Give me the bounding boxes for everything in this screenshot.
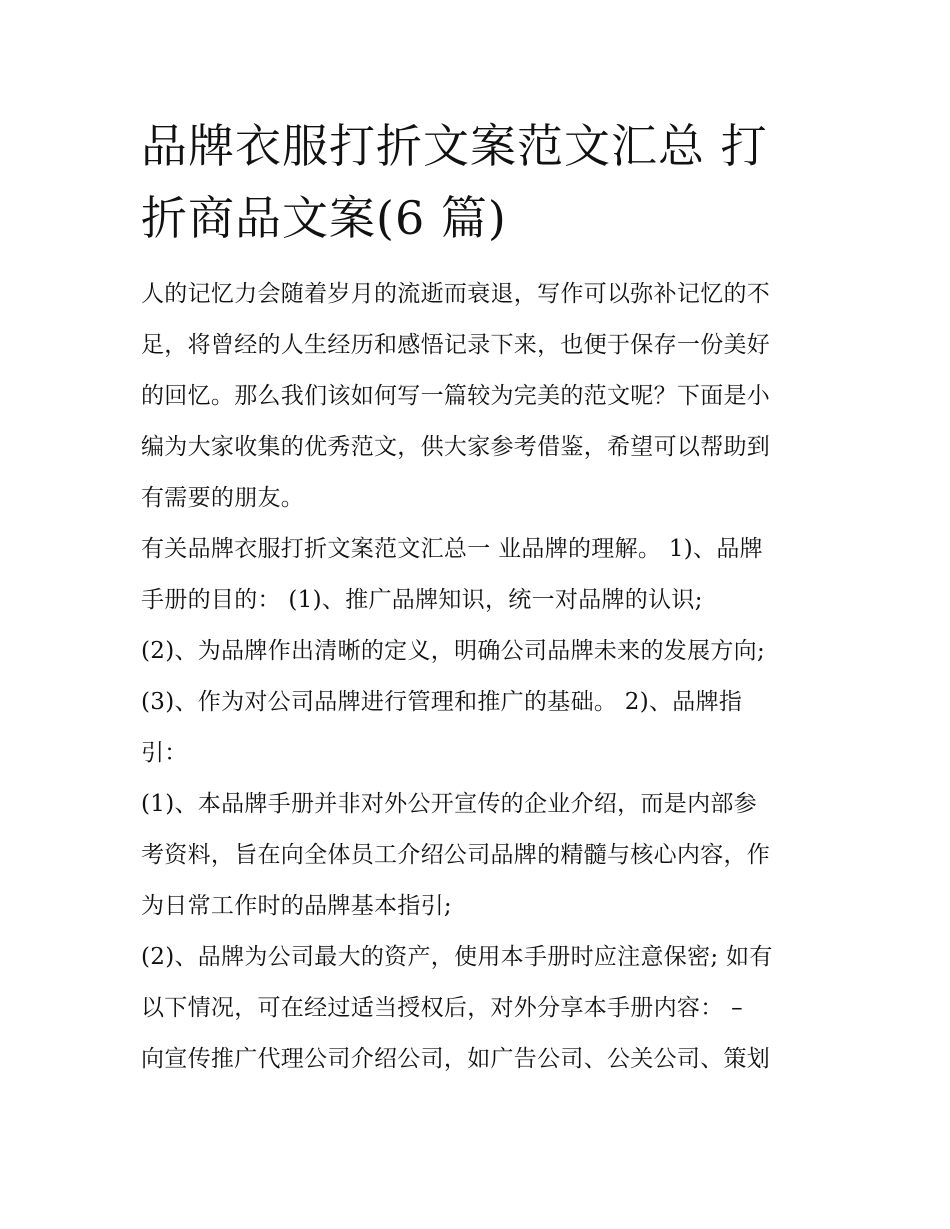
title-line: 品牌衣服打折文案范文汇总 打 (141, 119, 768, 173)
document-title (141, 110, 813, 254)
body-line: 手册的目的： (1)、推广品牌知识，统一对品牌的认识; (141, 587, 703, 613)
document-body (141, 269, 813, 1085)
body-line: 考资料，旨在向全体员工介绍公司品牌的精髓与核心内容，作 (141, 842, 771, 868)
body-line: 引： (141, 740, 188, 766)
body-line: (2)、品牌为公司最大的资产，使用本手册时应注意保密; 如有 (141, 944, 773, 970)
title-line: 折商品文案(6 篇) (141, 191, 507, 245)
body-line: 人的记忆力会随着岁月的流逝而衰退，写作可以弥补记忆的不 (141, 281, 771, 307)
body-line: 有关品牌衣服打折文案范文汇总一 业品牌的理解。 1)、品牌 (141, 536, 763, 562)
body-line: (1)、本品牌手册并非对外公开宣传的企业介绍，而是内部参 (141, 791, 757, 817)
body-line: (3)、作为对公司品牌进行管理和推广的基础。 2)、品牌指 (141, 689, 743, 715)
body-line: 足，将曾经的人生经历和感悟记录下来，也便于保存一份美好 (141, 332, 771, 358)
body-line: 的回忆。那么我们该如何写一篇较为完美的范文呢？下面是小 (141, 383, 771, 409)
body-line: 以下情况，可在经过适当授权后，对外分享本手册内容： – (141, 995, 743, 1021)
body-line: (2)、为品牌作出清晰的定义，明确公司品牌未来的发展方向; (141, 638, 766, 664)
body-line: 有需要的朋友。 (141, 485, 305, 511)
document-page (141, 110, 813, 1085)
body-line: 为日常工作时的品牌基本指引; (141, 893, 452, 919)
body-line: 向宣传推广代理公司介绍公司，如广告公司、公关公司、策划 (141, 1046, 771, 1072)
body-line: 编为大家收集的优秀范文，供大家参考借鉴，希望可以帮助到 (141, 434, 771, 460)
